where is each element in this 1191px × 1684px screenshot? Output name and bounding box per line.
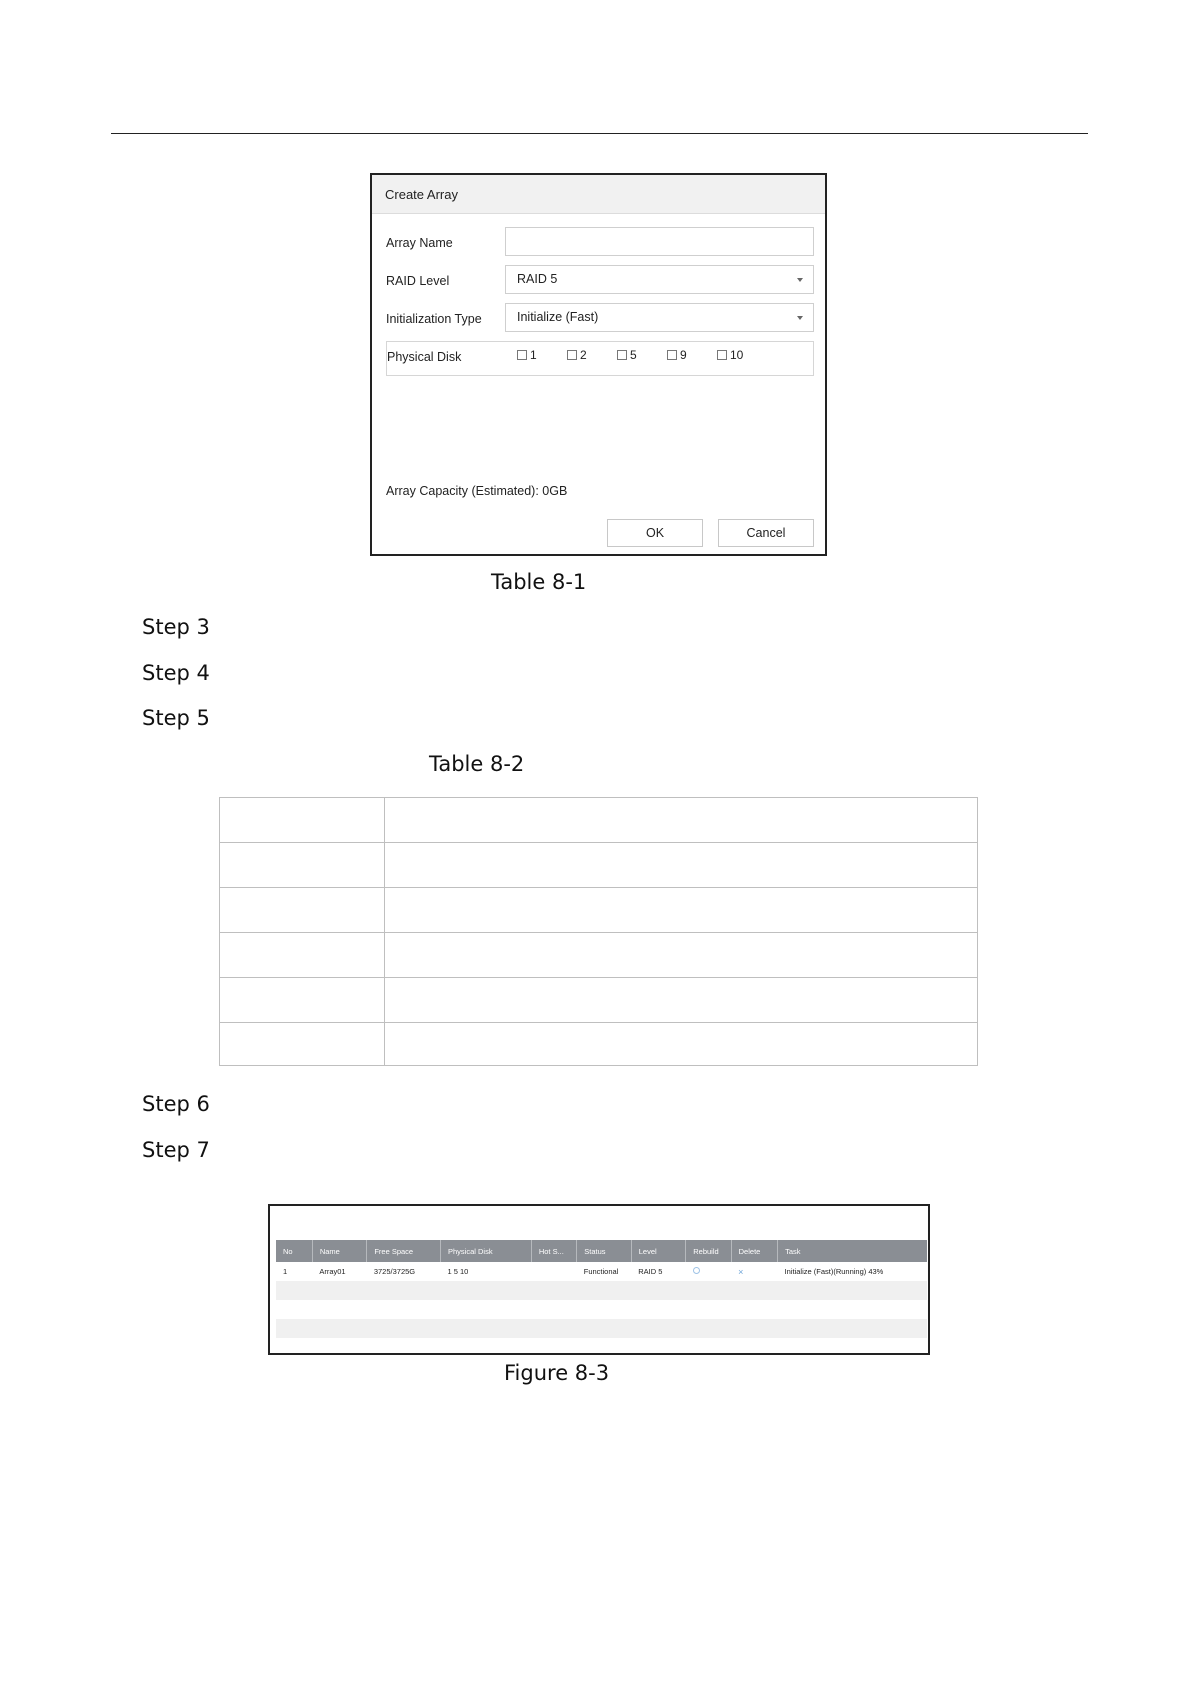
disk-checkbox[interactable] <box>667 350 677 360</box>
chevron-down-icon <box>797 278 803 282</box>
cell-rebuild <box>686 1262 731 1281</box>
cell-delete <box>731 1262 777 1281</box>
raid-level-select[interactable] <box>505 265 814 294</box>
disk-option-2[interactable] <box>567 348 587 362</box>
caption-figure-8-3: Figure 8-3 <box>504 1361 610 1385</box>
disk-option-label: 2 <box>580 348 587 362</box>
delete-icon[interactable]: × <box>738 1266 744 1277</box>
disk-checkbox[interactable] <box>717 350 727 360</box>
init-type-select[interactable] <box>505 303 814 332</box>
dialog-header <box>372 175 825 214</box>
cell-hot-spare <box>531 1262 576 1281</box>
header-rule <box>111 133 1088 134</box>
disk-option-9[interactable] <box>667 348 687 362</box>
array-list-table <box>276 1240 927 1357</box>
array-capacity-text: Array Capacity (Estimated): 0GB <box>386 484 568 498</box>
column-header-name[interactable]: Name <box>312 1240 367 1262</box>
caption-table-8-2: Table 8-2 <box>429 752 525 776</box>
init-type-value: Initialize (Fast) <box>517 310 599 324</box>
init-type-label: Initialization Type <box>386 312 482 326</box>
column-header-level[interactable]: Level <box>631 1240 686 1262</box>
disk-option-1[interactable] <box>517 348 537 362</box>
chevron-down-icon <box>797 316 803 320</box>
disk-checkbox[interactable] <box>617 350 627 360</box>
disk-option-5[interactable] <box>617 348 637 362</box>
column-header-task[interactable]: Task <box>778 1240 927 1262</box>
step-3: Step 3 <box>142 615 210 639</box>
table-8-2 <box>219 797 978 1066</box>
disk-option-label: 1 <box>530 348 537 362</box>
cell-free-space: 3725/3725G <box>373 1267 416 1276</box>
column-header-physical-disk[interactable]: Physical Disk <box>441 1240 532 1262</box>
table-row-divider <box>220 977 977 978</box>
cancel-button[interactable]: Cancel <box>718 519 814 547</box>
column-header-status[interactable]: Status <box>577 1240 632 1262</box>
cell-task: Initialize (Fast)(Running) 43% <box>784 1267 884 1276</box>
column-header-no[interactable]: No <box>276 1240 312 1262</box>
cell-physical-disk: 1 5 10 <box>447 1267 469 1276</box>
raid-level-value: RAID 5 <box>517 272 558 286</box>
cell-name: Array01 <box>319 1267 346 1276</box>
cell-no: 1 <box>283 1267 288 1276</box>
step-7: Step 7 <box>142 1138 210 1162</box>
physical-disk-group <box>386 341 814 376</box>
table-row-divider <box>220 887 977 888</box>
column-header-free-space[interactable]: Free Space <box>367 1240 441 1262</box>
table-header-row <box>276 1240 927 1262</box>
array-list-figure <box>268 1204 930 1355</box>
disk-option-label: 9 <box>680 348 687 362</box>
physical-disk-label: Physical Disk <box>387 350 462 364</box>
table-row-divider <box>220 842 977 843</box>
table-row-empty <box>276 1338 927 1357</box>
array-name-label: Array Name <box>386 236 453 250</box>
table-row-divider <box>220 1022 977 1023</box>
step-5: Step 5 <box>142 706 210 730</box>
cell-level: RAID 5 <box>638 1267 663 1276</box>
table-row-divider <box>220 932 977 933</box>
column-header-hot-spare[interactable]: Hot S... <box>531 1240 576 1262</box>
column-header-delete[interactable]: Delete <box>731 1240 777 1262</box>
disk-option-label: 10 <box>730 348 744 362</box>
table-row[interactable] <box>276 1262 927 1281</box>
create-array-dialog <box>370 173 827 556</box>
disk-option-label: 5 <box>630 348 637 362</box>
disk-checkbox[interactable] <box>567 350 577 360</box>
table-row-empty <box>276 1300 927 1319</box>
array-name-input[interactable] <box>505 227 814 256</box>
cell-status: Functional <box>583 1267 619 1276</box>
ok-button[interactable]: OK <box>607 519 703 547</box>
step-4: Step 4 <box>142 661 210 685</box>
disk-checkbox[interactable] <box>517 350 527 360</box>
dialog-title: Create Array <box>385 187 458 202</box>
table-row-empty <box>276 1281 927 1300</box>
table-row-empty <box>276 1319 927 1338</box>
step-6: Step 6 <box>142 1092 210 1116</box>
caption-table-8-1: Table 8-1 <box>491 570 587 594</box>
column-header-rebuild[interactable]: Rebuild <box>686 1240 731 1262</box>
rebuild-icon[interactable] <box>693 1267 700 1274</box>
disk-option-10[interactable] <box>717 348 743 362</box>
raid-level-label: RAID Level <box>386 274 450 288</box>
